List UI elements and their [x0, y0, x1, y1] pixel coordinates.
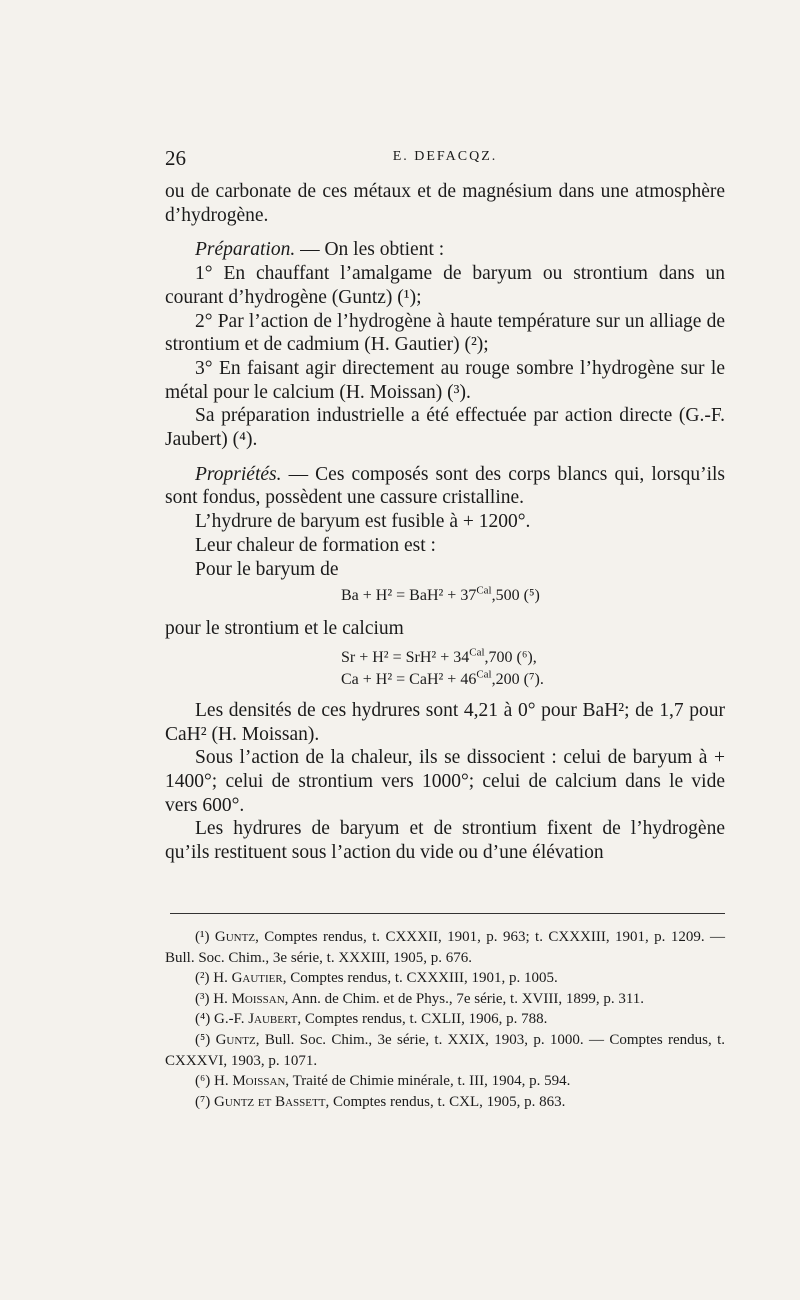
- equations-sr-ca: [165, 647, 725, 691]
- equation-strontium: $Sr + H^2 = SrH^2 + 34^{Cal},700$ (⁶),: [341, 646, 537, 666]
- running-head: E. DEFACQZ.: [392, 149, 498, 164]
- page-header: [165, 146, 725, 172]
- properties-text: — Ces composés sont des corps blancs qui, lorsqu’ils sont fondus, possèdent une cassure cristalline.: [165, 463, 725, 509]
- barium-intro: Pour le baryum de: [195, 558, 339, 580]
- paragraph-preparation: [165, 238, 725, 262]
- footnote-3: (³) H. Moissan, Ann. de Chim. et de Phys., 7e série, t. XVIII, 1899, p. 311.: [195, 990, 645, 1007]
- page-number: 26: [165, 146, 186, 170]
- footnote-6: (⁶) H. Moissan, Traité de Chimie minérale, t. III, 1904, p. 594.: [195, 1073, 571, 1090]
- dissociation: Sous l’action de la chaleur, ils se dissocient : celui de baryum à + 1400°; celui de strontium vers 1000°; celui de calcium dans le vide vers 600°.: [165, 747, 725, 816]
- preparation-item-2: 2° Par l’action de l’hydrogène à haute température sur un alliage de strontium et de cadmium (H. Gautier) (²);: [165, 310, 725, 356]
- preparation-item-3: 3° En faisant agir directement au rouge sombre l’hydrogène sur le métal pour le calcium (H. Moissan) (³).: [165, 357, 725, 403]
- footnote-7: (⁷) Guntz et Bassett, Comptes rendus, t. CXL, 1905, p. 863.: [195, 1093, 566, 1110]
- paragraph-continuation: ou de carbonate de ces métaux et de magnésium dans une atmosphère d’hydrogène.: [165, 181, 725, 226]
- footnote-rule: [170, 913, 725, 914]
- properties-heading: Propriétés.: [195, 463, 282, 485]
- body-text: [165, 180, 725, 865]
- preparation-heading: Préparation.: [195, 239, 296, 261]
- footnote-1: (¹) Guntz, Comptes rendus, t. CXXXII, 1901, p. 963; t. CXXXIII, 1901, p. 1209. — Bull. Soc. Chim., 3e série, t. XXXIII, 1905, p. 676.: [165, 929, 725, 966]
- preparation-intro: — On les obtient :: [295, 239, 445, 261]
- footnote-5: (⁵) Guntz, Bull. Soc. Chim., 3e série, t. XXIX, 1903, p. 1000. — Comptes rendus, t. CXXXVI, 1903, p. 1071.: [165, 1031, 725, 1069]
- densities: Les densités de ces hydrures sont 4,21 à 0° pour BaH²; de 1,7 pour CaH² (H. Moissan).: [165, 699, 725, 745]
- paragraph-properties: [165, 463, 725, 510]
- equation-calcium: $Ca + H^2 = CaH^2 + 46^{Cal},200$ (⁷).: [341, 668, 544, 688]
- strontium-calcium-intro: pour le strontium et le calcium: [165, 618, 404, 640]
- heat-of-formation: Leur chaleur de formation est :: [195, 534, 436, 556]
- fusion-point: L’hydrure de baryum est fusible à + 1200°.: [195, 511, 531, 533]
- footnote-2: (²) H. Gautier, Comptes rendus, t. CXXXIII, 1901, p. 1005.: [195, 970, 558, 987]
- hydrogen-fixation: Les hydrures de baryum et de strontium fixent de l’hydrogène qu’ils restituent sous l’action du vide ou d’une élévation: [165, 818, 725, 864]
- footnote-4: (⁴) G.-F. Jaubert, Comptes rendus, t. CXLII, 1906, p. 788.: [195, 1011, 548, 1028]
- footnotes: [165, 927, 725, 1112]
- preparation-item-1: 1° En chauffant l’amalgame de baryum ou strontium dans un courant d’hydrogène (Guntz) (¹);: [165, 263, 725, 308]
- preparation-industrial: Sa préparation industrielle a été effectuée par action directe (G.-F. Jaubert) (⁴).: [165, 405, 725, 451]
- equation-barium: $Ba + H^2 = BaH^2 + 37^{Cal},500$ (⁵): [341, 584, 540, 605]
